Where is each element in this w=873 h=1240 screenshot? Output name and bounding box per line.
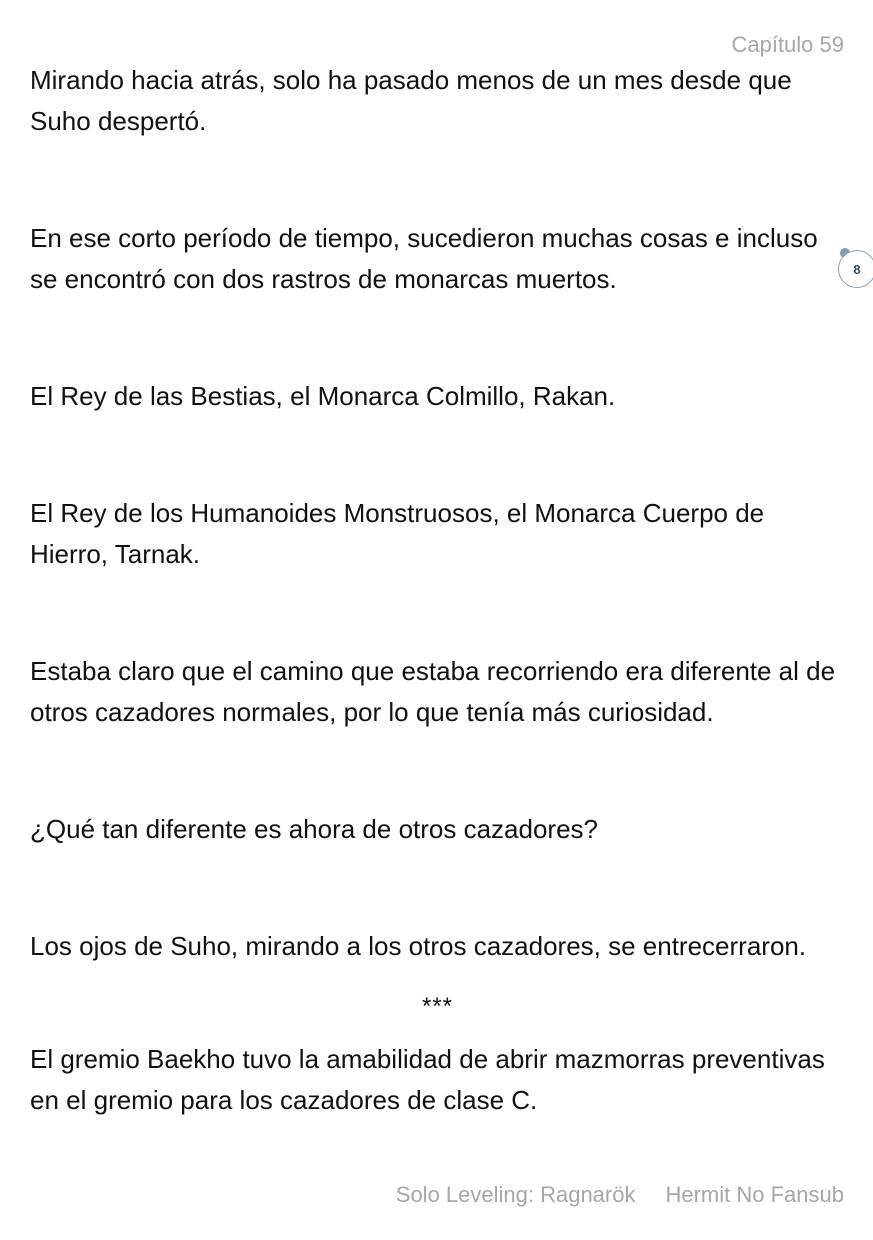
paragraph: El Rey de las Bestias, el Monarca Colmillo, Rakan.	[30, 381, 616, 411]
book-title: Solo Leveling: Ragnarök	[395, 1182, 636, 1207]
paragraph: Los ojos de Suho, mirando a los otros cazadores, se entrecerraron.	[30, 931, 807, 961]
translator-credit: Hermit No Fansub	[665, 1182, 844, 1207]
paragraph: Estaba claro que el camino que estaba recorriendo era diferente al de otros cazadores normales, por lo que tenía más curiosidad.	[30, 656, 836, 727]
chapter-label: Capítulo 59	[731, 32, 844, 57]
paragraph: En ese corto período de tiempo, sucedieron muchas cosas e incluso se encontró con dos rastros de monarcas muertos.	[30, 223, 818, 294]
scene-separator: ***	[421, 993, 454, 1020]
paragraph: El gremio Baekho tuvo la amabilidad de abrir mazmorras preventivas en el gremio para los cazadores de clase C.	[30, 1044, 825, 1115]
comment-count-badge[interactable]	[838, 250, 873, 288]
footer	[396, 1182, 844, 1208]
paragraph: ¿Qué tan diferente es ahora de otros cazadores?	[30, 814, 599, 844]
reading-content	[30, 60, 845, 1121]
comment-count: 8	[853, 261, 861, 277]
paragraph: El Rey de los Humanoides Monstruosos, el Monarca Cuerpo de Hierro, Tarnak.	[30, 498, 765, 569]
paragraph: Mirando hacia atrás, solo ha pasado menos de un mes desde que Suho despertó.	[30, 65, 792, 136]
